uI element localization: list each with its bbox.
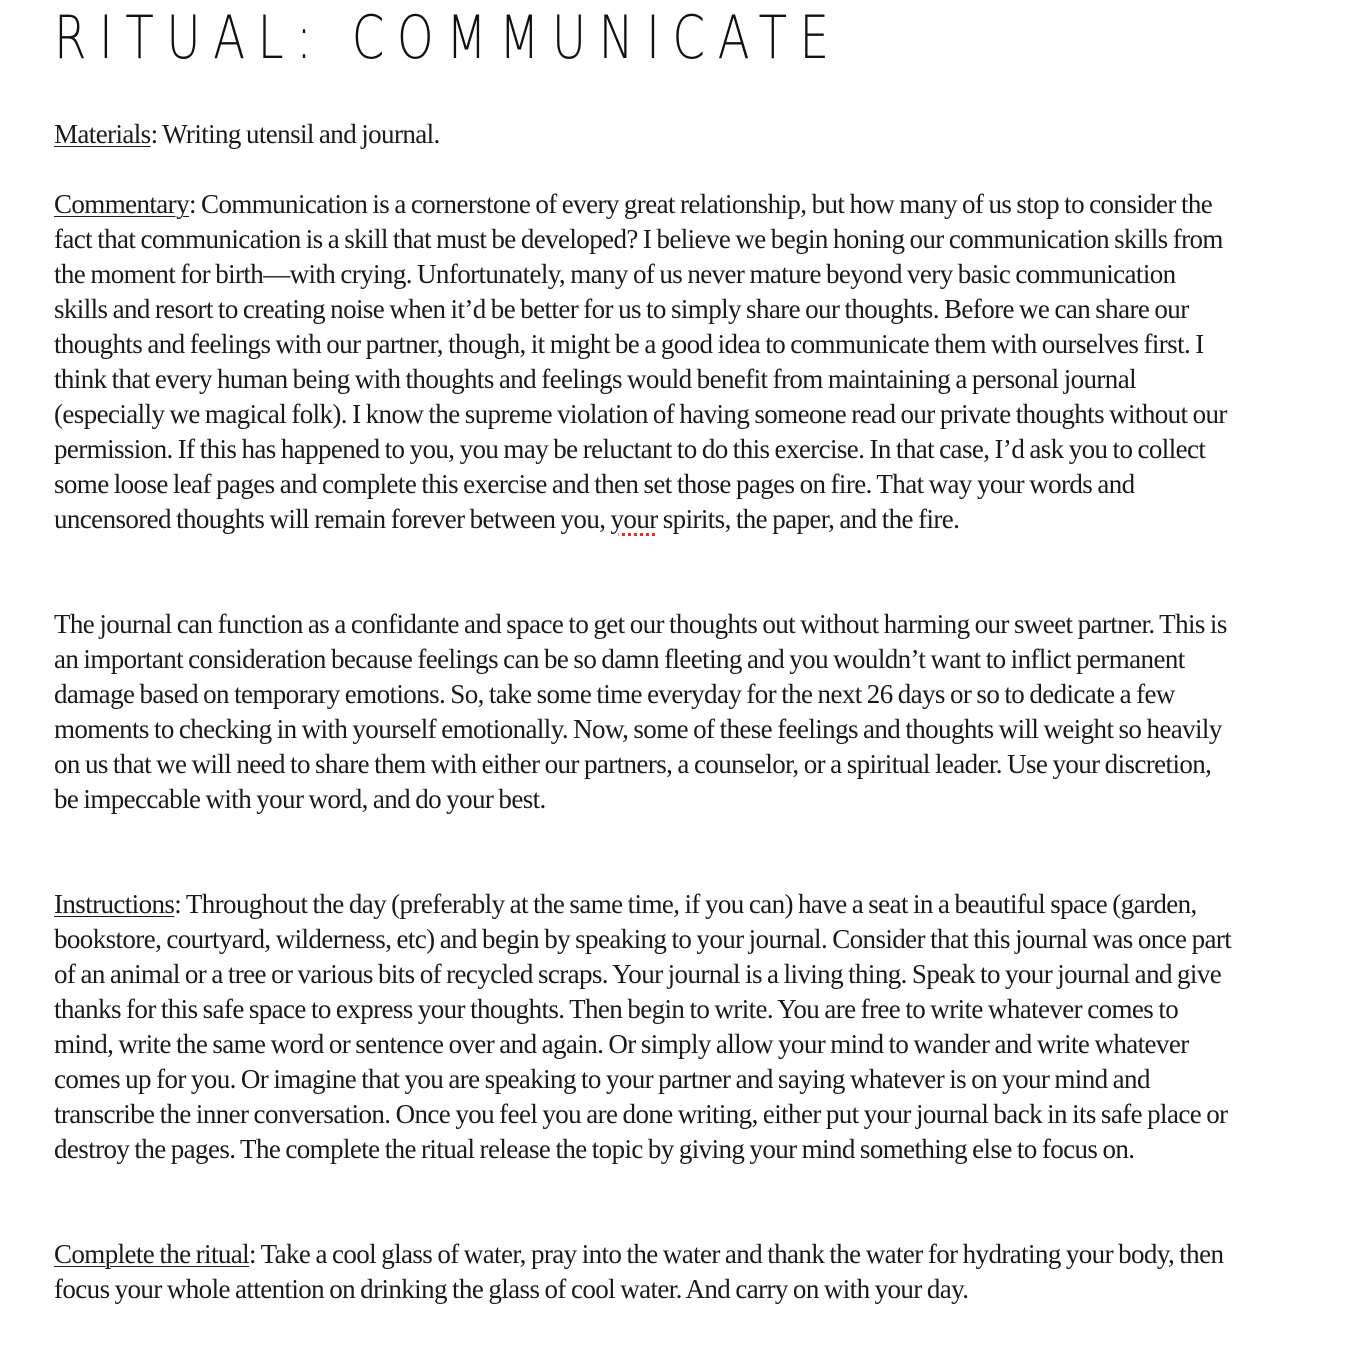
journal-paragraph: The journal can function as a confidante and space to get our thoughts out without harming our sweet partner. This is an important consideration because feelings can be so damn fleeting and you wouldn’t want to inflict permanent damage based on temporary emotions. So, take some time everyday for the next 26 days or so to dedicate a few moments to checking in with yourself emotionally. Now, some of these feelings and thoughts will weight so heavily on us that we will need to share them with either our partners, a counselor, or a spiritual leader. Use your discretion, be impeccable with your word, and do your best. — [54, 609, 1227, 814]
materials-text: Writing utensil and journal. — [157, 119, 440, 149]
commentary-text-after: spirits, the paper, and the fire. — [657, 504, 960, 534]
document-page — [54, 0, 1234, 1304]
materials-paragraph — [54, 117, 1234, 152]
page-title: RITUAL: COMMUNICATE — [54, 3, 842, 73]
materials-label: Materials — [54, 119, 151, 149]
instructions-text: Throughout the day (preferably at the same time, if you can) have a seat in a beautiful space (garden, bookstore, courtyard, wilderness, etc) and begin by speaking to your journal. Consider that this journal was once part of an animal or a tree or various bits of recycled scraps. Your journal is a living thing. Speak to your journal and give thanks for this safe space to express your thoughts. Then begin to write. You are free to write whatever comes to mind, write the same word or sentence over and again. Or simply allow your mind to wander and write whatever comes up for you. Or imagine that you are speaking to your partner and saying whatever is on your mind and transcribe the inner conversation. Once you feel you are done writing, either put your journal back in its safe place or destroy the pages. The complete the ritual release the topic by giving your mind something else to focus on. — [54, 889, 1232, 1164]
commentary-text-before: Communication is a cornerstone of every great relationship, but how many of us stop to consider the fact that communication is a skill that must be developed? I believe we begin honing our communication skills from the moment for birth—with crying. Unfortunately, many of us never mature beyond very basic communication skills and resort to creating noise when it’d be better for us to simply share our thoughts. Before we can share our thoughts and feelings with our partner, though, it might be a good idea to communicate them with ourselves first. I think that every human being with thoughts and feelings would benefit from maintaining a personal journal (especially we magical folk). I know the supreme violation of having someone read our private thoughts without our permission. If this has happened to you, you may be reluctant to do this exercise. In that case, I’d ask you to collect some loose leaf pages and complete this exercise and then set those pages on fire. That way your words and uncensored thoughts will remain forever between you, — [54, 189, 1227, 534]
instructions-label: Instructions — [54, 889, 175, 919]
materials-separator: : — [150, 119, 158, 149]
complete-ritual-separator: : — [249, 1239, 256, 1269]
commentary-paragraph — [54, 187, 1234, 537]
commentary-separator: : — [188, 189, 196, 219]
instructions-separator: : — [174, 889, 182, 919]
complete-ritual-paragraph — [54, 1237, 1234, 1307]
instructions-paragraph — [54, 887, 1234, 1167]
complete-ritual-label: Complete the ritual — [54, 1239, 250, 1269]
commentary-label: Commentary — [54, 189, 189, 219]
spellcheck-flagged-word[interactable]: your — [610, 504, 658, 534]
complete-ritual-text: Take a cool glass of water, pray into the water and thank the water for hydrating your body, then focus your whole attention on drinking the glass of cool water. And carry on with your day. — [54, 1239, 1224, 1304]
